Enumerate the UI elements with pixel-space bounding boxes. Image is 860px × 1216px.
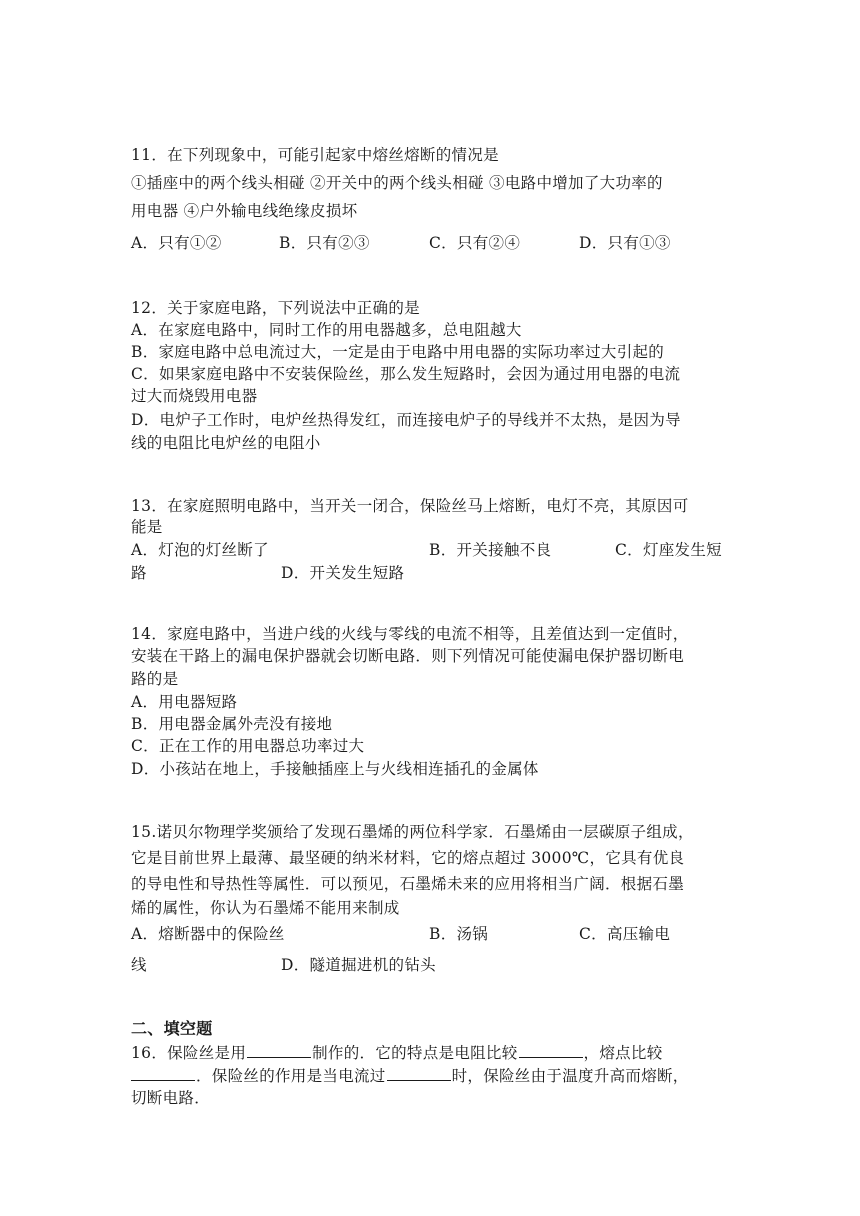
section-heading-fill-in: 二、填空题 [131, 1019, 213, 1038]
q15-stem-line2: 它是目前世界上最薄、最坚硬的纳米材料，它的熔点超过 3000℃，它具有优良 [131, 849, 685, 867]
q13-stem-cont: 能是 [131, 518, 163, 536]
q16-text-3: ，熔点比较 [583, 1044, 663, 1062]
q14-option-c: C．正在工作的用电器总功率过大 [131, 737, 365, 755]
q11-stem-line3: 用电器 ④户外输电线绝缘皮损坏 [131, 202, 358, 220]
q15-stem-line4: 烯的属性，你认为石墨烯不能用来制成 [131, 899, 400, 917]
q13-option-a: A．灯泡的灯丝断了 [131, 541, 269, 559]
q16-text-2: 制作的．它的特点是电阻比较 [312, 1044, 518, 1062]
q11-stem-line2: ①插座中的两个线头相碰 ②开关中的两个线头相碰 ③电路中增加了大功率的 [131, 174, 663, 192]
q16-text-1: 16．保险丝是用 [131, 1044, 247, 1062]
q15-option-c: C．高压输电 [579, 925, 671, 943]
q13-option-c: C．灯座发生短 [615, 541, 722, 559]
q14-option-d: D．小孩站在地上，手接触插座上与火线相连插孔的金属体 [131, 760, 539, 778]
q14-stem: 14．家庭电路中，当进户线的火线与零线的电流不相等，且差值达到一定值时， [131, 625, 689, 643]
q12-stem: 12．关于家庭电路，下列说法中正确的是 [131, 299, 420, 317]
q11-option-c: C．只有②④ [429, 234, 521, 252]
q14-option-a: A．用电器短路 [131, 693, 238, 711]
q11-option-d: D．只有①③ [579, 234, 671, 252]
q15-option-c-cont: 线 [131, 956, 147, 974]
q13-option-c-cont: 路 [131, 564, 147, 582]
q13-option-d: D．开关发生短路 [281, 564, 405, 582]
q12-option-b: B．家庭电路中总电流过大，一定是由于电路中用电器的实际功率过大引起的 [131, 343, 665, 361]
q12-option-a: A．在家庭电路中，同时工作的用电器越多，总电阻越大 [131, 321, 522, 339]
q12-option-c: C．如果家庭电路中不安装保险丝，那么发生短路时，会因为通过用电器的电流 [131, 365, 681, 383]
q12-option-c-cont: 过大而烧毁用电器 [131, 387, 258, 405]
q16-blank-4[interactable] [387, 1065, 451, 1081]
q16-blank-3[interactable] [131, 1065, 195, 1081]
q16-line1 [131, 1042, 731, 1063]
q11-option-b: B．只有②③ [279, 234, 370, 252]
q15-stem-line3: 的导电性和导热性等属性．可以预见，石墨烯未来的应用将相当广阔．根据石墨 [131, 875, 685, 893]
q16-line2 [131, 1065, 731, 1086]
q13-option-b: B．开关接触不良 [429, 541, 552, 559]
q16-blank-2[interactable] [519, 1042, 583, 1058]
q11-option-a: A．只有①② [131, 234, 222, 252]
q16-text-5: 时，保险丝由于温度升高而熔断， [451, 1067, 689, 1085]
q11-stem: 11．在下列现象中，可能引起家中熔丝熔断的情况是 [131, 146, 499, 164]
q14-stem-line3: 路的是 [131, 670, 179, 688]
q15-stem: 15.诺贝尔物理学奖颁给了发现石墨烯的两位科学家．石墨烯由一层碳原子组成， [131, 823, 694, 841]
q16-line3: 切断电路． [131, 1089, 211, 1107]
q15-option-b: B．汤锅 [429, 925, 489, 943]
q13-stem: 13．在家庭照明电路中，当开关一闭合，保险丝马上熔断，电灯不亮，其原因可 [131, 497, 689, 515]
q15-option-a: A．熔断器中的保险丝 [131, 925, 285, 943]
q16-blank-1[interactable] [247, 1042, 311, 1058]
q12-option-d-cont: 线的电阻比电炉丝的电阻小 [131, 434, 321, 452]
q16-text-4: ．保险丝的作用是当电流过 [196, 1067, 386, 1085]
q12-option-d: D．电炉子工作时，电炉丝热得发红，而连接电炉子的导线并不太热，是因为导 [131, 411, 681, 429]
q14-stem-line2: 安装在干路上的漏电保护器就会切断电路．则下列情况可能使漏电保护器切断电 [131, 647, 685, 665]
q15-option-d: D．隧道掘进机的钻头 [281, 956, 436, 974]
q14-option-b: B．用电器金属外壳没有接地 [131, 715, 333, 733]
